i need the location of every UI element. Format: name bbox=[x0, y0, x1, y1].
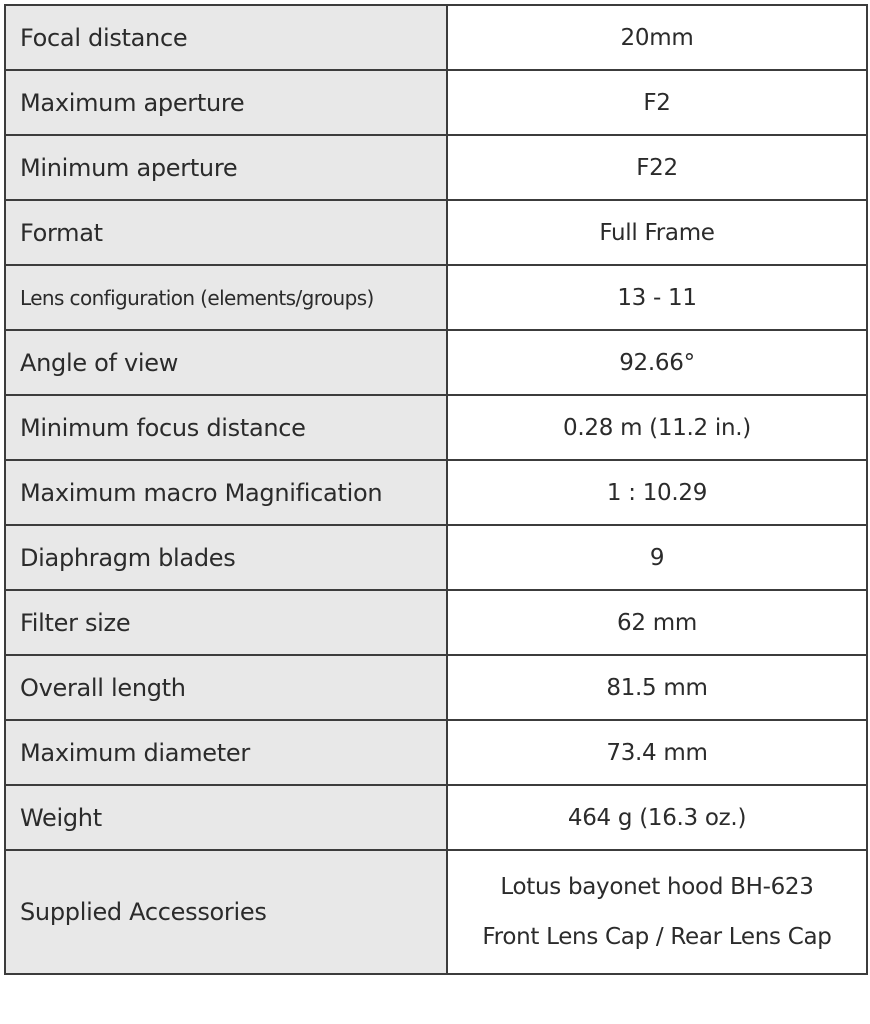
spec-label: Diaphragm blades bbox=[5, 525, 447, 590]
spec-label: Supplied Accessories bbox=[5, 850, 447, 974]
spec-label: Lens configuration (elements/groups) bbox=[5, 265, 447, 330]
table-row bbox=[5, 850, 867, 974]
spec-value: 81.5 mm bbox=[447, 655, 867, 720]
table-row bbox=[5, 655, 867, 720]
table-row bbox=[5, 135, 867, 200]
spec-table bbox=[4, 4, 868, 975]
spec-label: Maximum macro Magnification bbox=[5, 460, 447, 525]
spec-label: Filter size bbox=[5, 590, 447, 655]
spec-label: Angle of view bbox=[5, 330, 447, 395]
table-row bbox=[5, 525, 867, 590]
table-row bbox=[5, 5, 867, 70]
spec-value-line: Lotus bayonet hood BH-623 bbox=[500, 874, 814, 900]
table-row bbox=[5, 330, 867, 395]
spec-label: Overall length bbox=[5, 655, 447, 720]
spec-label: Maximum aperture bbox=[5, 70, 447, 135]
spec-value: 9 bbox=[447, 525, 867, 590]
spec-value: F2 bbox=[447, 70, 867, 135]
spec-value: F22 bbox=[447, 135, 867, 200]
spec-value: 13 - 11 bbox=[447, 265, 867, 330]
spec-value: 1 : 10.29 bbox=[447, 460, 867, 525]
spec-value bbox=[447, 850, 867, 974]
table-row bbox=[5, 200, 867, 265]
table-row bbox=[5, 460, 867, 525]
table-row bbox=[5, 265, 867, 330]
spec-value: 73.4 mm bbox=[447, 720, 867, 785]
spec-label: Format bbox=[5, 200, 447, 265]
spec-label: Weight bbox=[5, 785, 447, 850]
spec-value: Full Frame bbox=[447, 200, 867, 265]
table-row bbox=[5, 785, 867, 850]
spec-value: 0.28 m (11.2 in.) bbox=[447, 395, 867, 460]
spec-label: Focal distance bbox=[5, 5, 447, 70]
spec-value: 20mm bbox=[447, 5, 867, 70]
spec-label: Minimum focus distance bbox=[5, 395, 447, 460]
spec-value: 92.66° bbox=[447, 330, 867, 395]
table-row bbox=[5, 395, 867, 460]
table-row bbox=[5, 590, 867, 655]
table-row bbox=[5, 720, 867, 785]
spec-value-line: Front Lens Cap / Rear Lens Cap bbox=[482, 924, 832, 950]
spec-value: 62 mm bbox=[447, 590, 867, 655]
spec-label: Maximum diameter bbox=[5, 720, 447, 785]
spec-value: 464 g (16.3 oz.) bbox=[447, 785, 867, 850]
table-row bbox=[5, 70, 867, 135]
spec-label: Minimum aperture bbox=[5, 135, 447, 200]
